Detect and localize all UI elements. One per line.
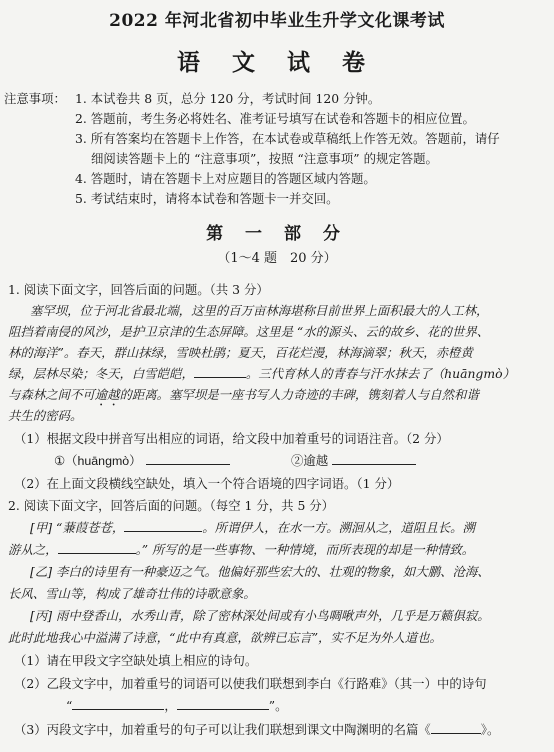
q1-pinyin-label: ①（huāngmò） bbox=[54, 454, 142, 468]
q2-quote-open: “ bbox=[66, 698, 73, 713]
notice-item-4: 4. 答题时，请在答题卡上对应题目的答题区域内答题。 bbox=[75, 171, 376, 186]
q2-answer-blank-1[interactable] bbox=[72, 697, 164, 710]
q1-word-label: ②逾越 bbox=[291, 453, 329, 468]
q2-stem: 2. 阅读下面文字，回答后面的问题。（每空 1 分，共 5 分） bbox=[8, 498, 335, 513]
exam-title: 2022 年河北省初中毕业生升学文化课考试 bbox=[109, 11, 445, 31]
part-subtitle: （1～4 题 20 分） bbox=[217, 251, 337, 266]
q1-passage-text: 。三代育林人的青春与汗水抹去了（huāngmò） bbox=[245, 366, 515, 381]
notice-item-3: 3. 所有答案均在答题卡上作答，在本试卷或草稿纸上作答无效。答题前，请仔 bbox=[75, 131, 500, 146]
q2-passage-line bbox=[30, 519, 475, 537]
q1-passage-line: 共生的密码。 bbox=[8, 408, 83, 423]
notice-label: 注意事项： bbox=[4, 91, 66, 106]
q1-passage-text: 的距离。塞罕坝是一座书写人力奇迹的丰碑，镌刻着人与自然和谐 bbox=[119, 387, 479, 402]
q2-answer-blank-2[interactable] bbox=[177, 697, 269, 710]
q2-answer-row bbox=[66, 697, 287, 715]
q2-passage-text: 游从之， bbox=[8, 542, 58, 557]
q2-passage-line: 此时此地我心中溢满了诗意，“此中有真意，欲辨已忘言”，实不足为外人道也。 bbox=[8, 630, 442, 645]
q1-answer-blank-2[interactable] bbox=[332, 452, 416, 465]
q1-fill-blank bbox=[194, 365, 246, 378]
q1-answer-row bbox=[291, 452, 416, 470]
q2-subquestion-2: （2）乙段文字中，加着重号的词语可以使我们联想到李白《行路难》（其一）中的诗句 bbox=[14, 676, 487, 691]
q2-subquestion-3 bbox=[14, 721, 499, 739]
q1-passage-line: 阻挡着南侵的风沙，是护卫京津的生态屏障。这里是 “水的源头、云的故乡、花的世界、 bbox=[8, 324, 490, 339]
q2-fill-blank-2[interactable] bbox=[58, 541, 136, 554]
q2-sub3-end: 》。 bbox=[480, 722, 500, 737]
q1-answer-blank-1[interactable] bbox=[146, 452, 230, 465]
q1-passage-line: 塞罕坝，位于河北省最北端，这里的百万亩林海堪称目前世界上面积最大的人工林， bbox=[30, 303, 489, 318]
q1-passage-line bbox=[8, 365, 515, 383]
part-title: 第 一 部 分 bbox=[206, 224, 348, 244]
q2-passage-line: [丙] 雨中登香山，水秀山青，除了密林深处间或有小鸟啁啾声外，几乎是万籁俱寂。 bbox=[30, 608, 490, 623]
q1-passage-line: 林的海洋”。春天，群山抹绿，雪映杜鹃；夏天，百花烂漫，林海滴翠；秋天，赤橙黄 bbox=[8, 345, 473, 360]
notice-item-1: 1. 本试卷共 8 页，总分 120 分，考试时间 120 分钟。 bbox=[75, 91, 381, 106]
q2-passage-line: [乙] 李白的诗里有一种豪迈之气。他偏好那些宏大的、壮观的物象，如大鹏、沧海、 bbox=[30, 564, 490, 579]
q2-passage-text: 。所谓伊人，在水一方。溯洄从之，道阻且长。溯 bbox=[202, 520, 475, 535]
q2-subquestion-1: （1）请在甲段文字空缺处填上相应的诗句。 bbox=[14, 653, 258, 668]
notice-item-2: 2. 答题前，考生务必将姓名、准考证号填写在试卷和答题卡的相应位置。 bbox=[75, 111, 475, 126]
q2-fill-blank-1[interactable] bbox=[124, 519, 202, 532]
q1-answer-row bbox=[54, 452, 230, 470]
q1-subquestion-2: （2）在上面文段横线空缺处，填入一个符合语境的四字词语。（1 分） bbox=[14, 476, 400, 491]
q2-quote-comma: ， bbox=[164, 698, 177, 713]
q2-passage-text: 。” 所写的是一些事物、一种情境，而所表现的却是一种情致。 bbox=[135, 542, 475, 557]
q2-quote-close: ”。 bbox=[268, 698, 288, 713]
q1-passage-text: 绿，层林尽染；冬天，白雪皑皑， bbox=[8, 366, 194, 381]
q1-passage-text: 与森林之间不可 bbox=[8, 387, 95, 402]
q2-passage-line: 长风、雪山等，构成了雄奇壮伟的诗歌意象。 bbox=[8, 586, 256, 601]
subject-title: 语 文 试 卷 bbox=[176, 49, 378, 76]
q2-answer-blank-3[interactable] bbox=[431, 721, 481, 734]
notice-item-3-cont: 细阅读答题卡上的 “注意事项”，按照 “注意事项” 的规定答题。 bbox=[91, 151, 438, 166]
q1-emphasized-word: 逾越 bbox=[94, 387, 120, 402]
notice-item-5: 5. 考试结束时，请将本试卷和答题卡一并交回。 bbox=[75, 191, 339, 206]
q1-passage-line bbox=[8, 386, 479, 409]
q2-passage-line bbox=[8, 541, 474, 559]
q2-sub3-text: （3）丙段文字中，加着重号的句子可以让我们联想到课文中陶渊明的名篇《 bbox=[14, 722, 431, 737]
q1-stem: 1. 阅读下面文字，回答后面的问题。（共 3 分） bbox=[8, 282, 269, 297]
q2-passage-text: [甲] “蒹葭苍苍， bbox=[30, 520, 125, 535]
q1-subquestion-1: （1）根据文段中拼音写出相应的词语，给文段中加着重号的词语注音。（2 分） bbox=[14, 431, 449, 446]
